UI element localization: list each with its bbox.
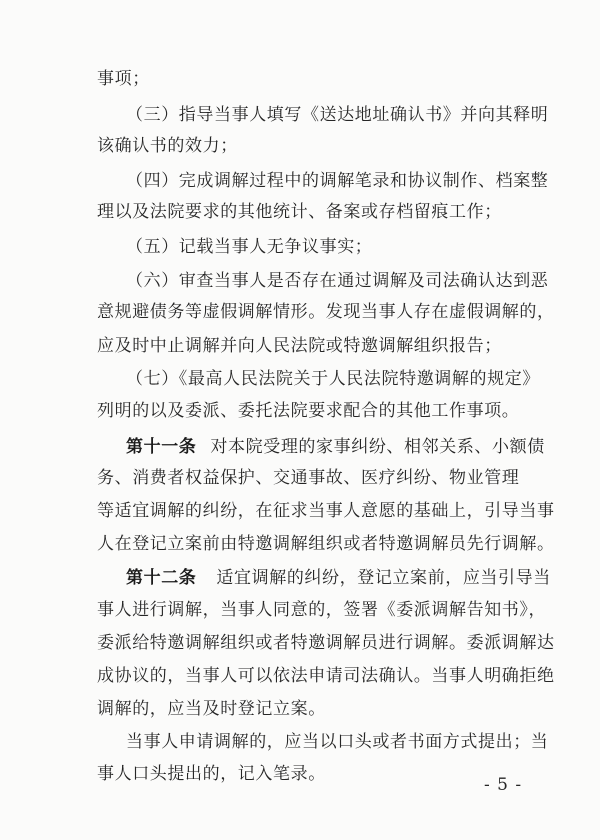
article-12-line [126,567,551,589]
article-12-text: 适宜调解的纠纷，登记立案前，应当引导当 [216,568,551,588]
text-line: （四）完成调解过程中的调解笔录和协议制作、档案整 [126,171,549,191]
article-11-line [126,436,545,458]
text-line: 事项； [97,69,150,89]
text-line: 事人口头提出的，记入笔录。 [97,764,326,784]
text-line: 委派给特邀调解组织或者特邀调解员进行调解。委派调解达 [97,633,555,653]
text-line: 当事人申请调解的，应当以口头或者书面方式提出；当 [126,732,549,752]
text-line: 应及时中止调解并向人民法院或特邀调解组织报告； [97,336,502,356]
text-line: 等适宜调解的纠纷，在征求当事人意愿的基础上，引导当事 [97,501,555,521]
text-line: （三）指导当事人填写《送达地址确认书》并向其释明 [126,105,549,125]
text-line: 人在登记立案前由特邀调解组织或者特邀调解员先行调解。 [97,534,555,554]
text-line: （七）《最高人民法院关于人民法院特邀调解的规定》 [126,369,540,389]
article-11-heading: 第十一条 [126,437,197,457]
text-line: 务、消费者权益保护、交通事故、医疗纠纷、物业管理 [97,468,520,488]
article-12-heading: 第十二条 [126,568,197,588]
text-line: 事人进行调解，当事人同意的，签署《委派调解告知书》， [97,600,547,620]
text-line: 调解的，应当及时登记立案。 [97,699,326,719]
text-line: （六）审查当事人是否存在通过调解及司法确认达到恶 [126,271,549,291]
page-number: - 5 - [484,775,523,795]
text-line: 成协议的，当事人可以依法申请司法确认。当事人明确拒绝 [97,666,555,686]
text-line: 该确认书的效力； [97,136,238,156]
text-line: 列明的以及委派、委托法院要求配合的其他工作事项。 [97,401,520,421]
text-line: 意规避债务等虚假调解情形。发现当事人存在虚假调解的， [97,302,555,322]
article-11-text: 对本院受理的家事纠纷、相邻关系、小额债 [210,437,545,457]
text-line: （五）记载当事人无争议事实； [126,237,373,257]
text-line: 理以及法院要求的其他统计、备案或存档留痕工作； [97,202,502,222]
